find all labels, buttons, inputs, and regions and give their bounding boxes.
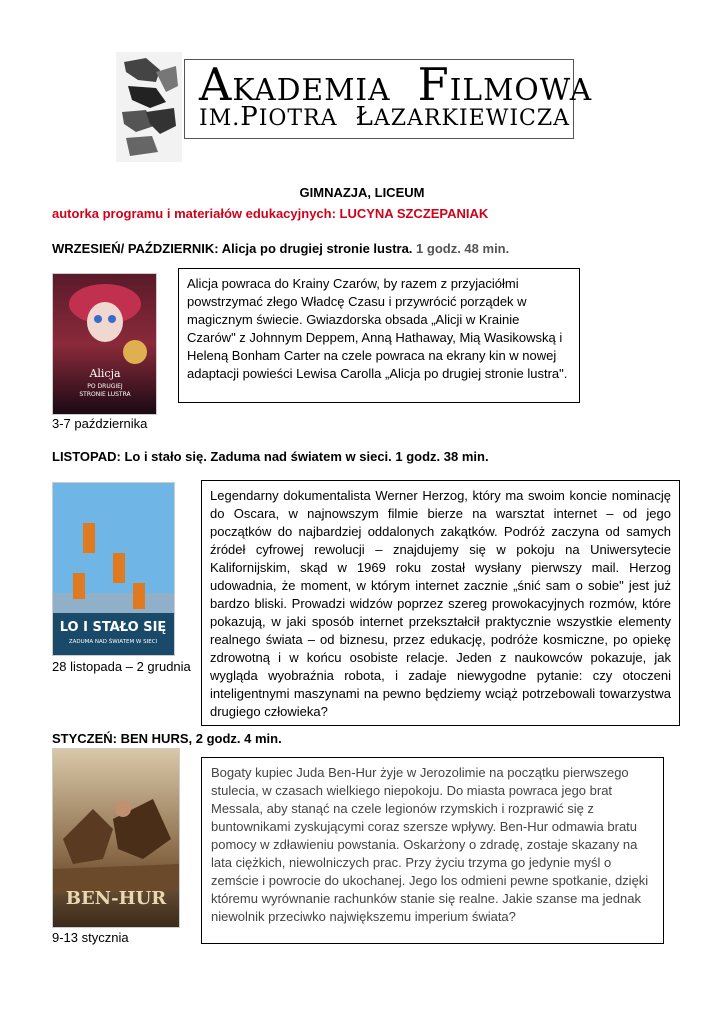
audience-title: GIMNAZJA, LICEUM [299,185,425,200]
svg-text:ZADUMA NAD ŚWIATEM W SIECI: ZADUMA NAD ŚWIATEM W SIECI [68,639,158,645]
description-box-lo [201,480,680,726]
section-heading-benhur: STYCZEŃ: BEN HURS, 2 godz. 4 min. [52,731,282,746]
svg-text:BEN-HUR: BEN-HUR [65,888,167,909]
dates-alicja: 3-7 października [52,416,148,431]
description-box-benhur [201,757,664,944]
logo-line-2: IM.PIOTRA ŁAZARKIEWICZA [199,102,571,132]
svg-text:LO I STAŁO SIĘ: LO I STAŁO SIĘ [59,620,167,635]
description-box-alicja [178,268,580,403]
poster-ben-hur [52,748,180,928]
section-heading-lo: LISTOPAD: Lo i stało się. Zaduma nad światem w sieci. 1 godz. 38 min. [52,449,489,464]
section-heading-alicja: WRZESIEŃ/ PAŹDZIERNIK: Alicja po drugiej stronie lustra. 1 godz. 48 min. [52,241,510,256]
logo-line-1: AKADEMIA FILMOWA [199,58,593,111]
author-line: autorka programu i materiałów edukacyjnych: LUCYNA SZCZEPANIAK [52,206,489,221]
poster-lo-i-stalo-sie [52,482,175,656]
poster-alicja [52,273,157,415]
description-alicja: Alicja powraca do Krainy Czarów, by razem z przyjaciółmi powstrzymać złego Władcę Czasu i przywrócić porządek w magicznym świecie. Gwiazdorska obsada „Alicji w Krainie Czarów" z Johnnym Deppem, Anną Hathaway, Mią Wasikowską i Heleną Bonham Carter na czele powraca na ekrany kin w nowej adaptacji powieści Lewisa Carolla „Alicja po drugiej stronie lustra". [187,276,568,381]
logo-title-box [184,58,593,139]
description-lo: Legendarny dokumentalista Werner Herzog, który ma swoim koncie nominację do Oscara, w najnowszym filmie bierze na warsztat internet – od jego początków do najbardziej oddalonych zakątków. Podróż zaczyna od samych źródeł cyfrowej rewolucji – znajdujemy się w pokoju na Uniwersytecie Kalifornijskim, skąd w 1969 roku został wysłany pierwszy mail. Herzog udowadnia, że moment, w którym internet zacznie „śnić sam o sobie" jest już bardzo bliski. Prowadzi widzów poprzez szereg prowokacyjnych rozmów, które pokazują, w jaki sposób internet przekształcił praktycznie wszystkie elementy realnego świata – od biznesu, przez edukację, podróże kosmiczne, po opiekę zdrowotną i w końcu osobiste relacje. Jeden z naukowców pokazuje, jak wygląda wyobraźnia robota, i zadaje niewygodne pytanie: czy otoczeni inteligentnymi maszynami na pewno będziemy wciąż potrzebowali towarzystwa drugiego człowieka? [210,488,671,719]
dates-lo: 28 listopada – 2 grudnia [52,659,191,674]
description-benhur: Bogaty kupiec Juda Ben-Hur żyje w Jerozolimie na początku pierwszego stulecia, w czasach wielkiego niepokoju. Do miasta powraca jego brat Messala, aby stanąć na czele legionów rzymskich i rozprawić się z buntownikami zyskującymi coraz szersze wpływy. Ben-Hur odmawia bratu pomocy w zdławieniu powstania. Oskarżony o zdradę, zostaje skazany na lata ciężkich, niewolniczych prac. Przy życiu trzyma go jedynie myśl o zemście i powrocie do ukochanej. Jego los odmieni pewne spotkanie, dzięki któremu wyrównanie rachunków stanie się realne. Jakie szanse ma jednak niewolnik przeciwko największemu imperium świata? [211,765,649,924]
logo-hands-photo [116,52,182,162]
svg-text:PO DRUGIEJ: PO DRUGIEJ [87,383,123,390]
svg-text:Alicja: Alicja [89,367,121,380]
svg-text:STRONIE LUSTRA: STRONIE LUSTRA [79,391,131,398]
dates-benhur: 9-13 stycznia [52,930,129,945]
